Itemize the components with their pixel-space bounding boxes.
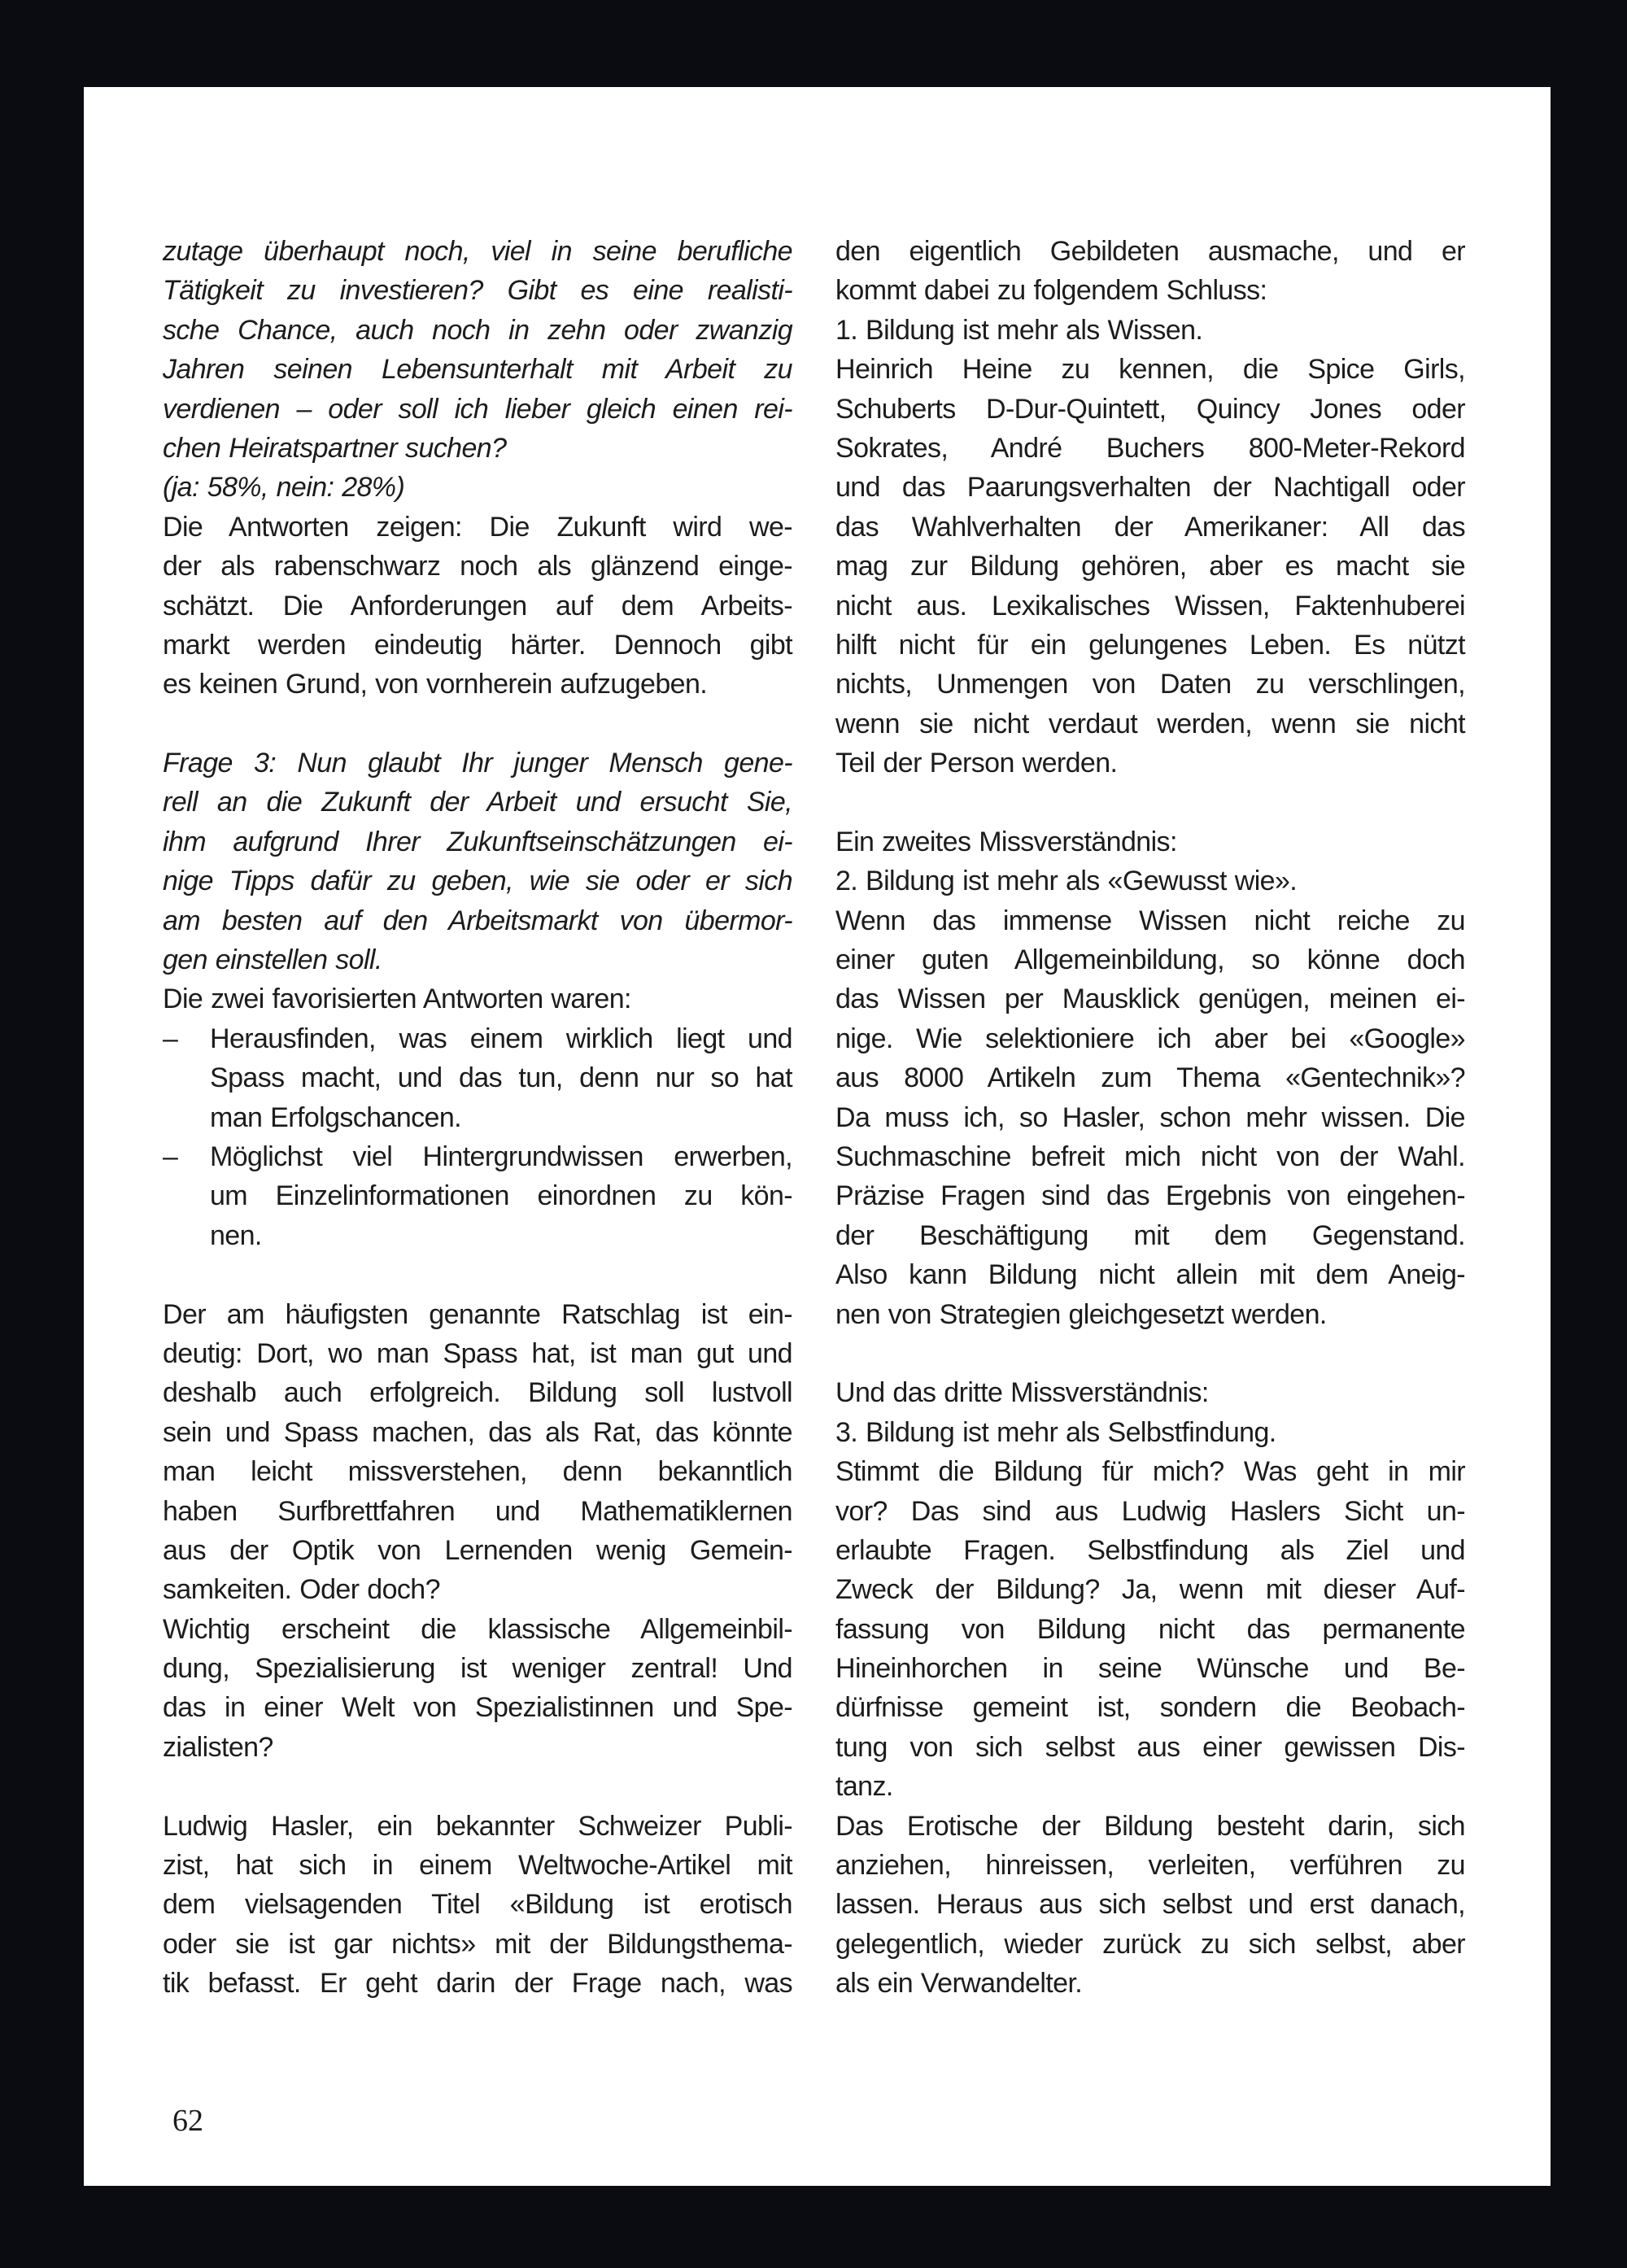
text-line xyxy=(835,822,1465,861)
line-text: Ludwig Hasler, ein bekannter Schweizer Publi- xyxy=(163,1810,792,1842)
text-line xyxy=(163,311,792,350)
text-line xyxy=(835,350,1465,389)
line-text: Ein zweites Missverständnis: xyxy=(835,826,1177,857)
text-line xyxy=(835,1688,1465,1727)
line-text: vor? Das sind aus Ludwig Haslers Sicht un- xyxy=(835,1495,1465,1527)
text-line xyxy=(163,429,792,468)
line-text: dürfnisse gemeint ist, sondern die Beobach- xyxy=(835,1692,1465,1724)
line-text: sein und Spass machen, das als Rat, das könnte xyxy=(163,1416,792,1448)
text-line xyxy=(163,508,792,547)
bullet-dash-icon: – xyxy=(163,1141,178,1172)
line-text: Die zwei favorisierten Antworten waren: xyxy=(163,984,631,1015)
line-text: anziehen, hinreissen, verleiten, verführen zu xyxy=(835,1850,1465,1882)
text-line xyxy=(835,587,1465,626)
line-text: Möglichst viel Hintergrundwissen erwerben, xyxy=(210,1141,792,1172)
text-line xyxy=(163,940,792,979)
text-line xyxy=(163,1807,792,1846)
line-text: um Einzelinformationen einordnen zu kön- xyxy=(210,1180,792,1212)
text-line xyxy=(163,783,792,822)
line-text: fassung von Bildung nicht das permanente xyxy=(835,1613,1465,1645)
text-line xyxy=(835,901,1465,940)
text-line xyxy=(163,665,792,704)
line-text: Präzise Fragen sind das Ergebnis von eingehen- xyxy=(835,1180,1465,1212)
text-line xyxy=(835,1807,1465,1846)
text-line xyxy=(163,547,792,586)
line-text: nichts, Unmengen von Daten zu verschlingen, xyxy=(835,669,1465,700)
line-text: deshalb auch erfolgreich. Bildung soll lustvoll xyxy=(163,1377,792,1409)
line-text: tik befasst. Er geht darin der Frage nach, was xyxy=(163,1968,792,2000)
line-text: aus 8000 Artikeln zum Thema «Gentechnik»? xyxy=(835,1062,1465,1094)
text-line xyxy=(163,232,792,271)
paragraph-gap xyxy=(163,1255,792,1294)
line-text: gelegentlich, wieder zurück zu sich selbst, aber xyxy=(835,1928,1465,1960)
text-line xyxy=(835,1295,1465,1334)
line-text: deutig: Dort, wo man Spass hat, ist man gut und xyxy=(163,1337,792,1369)
text-line xyxy=(835,1846,1465,1885)
text-line xyxy=(163,1413,792,1452)
line-text: Der am häufigsten genannte Ratschlag ist ein- xyxy=(163,1298,792,1330)
text-line xyxy=(163,1964,792,2003)
page-number: 62 xyxy=(172,2104,203,2138)
line-text: (ja: 58%, nein: 28%) xyxy=(163,472,405,504)
line-text: Herausfinden, was einem wirklich liegt und xyxy=(210,1023,792,1054)
text-line xyxy=(163,1373,792,1412)
line-text: oder sie ist gar nichts» mit der Bildungsthema- xyxy=(163,1928,792,1960)
line-text: hilft nicht für ein gelungenes Leben. Es nützt xyxy=(835,629,1465,661)
line-text: sche Chance, auch noch in zehn oder zwanzig xyxy=(163,314,792,346)
line-text: Wichtig erscheint die klassische Allgemeinbil- xyxy=(163,1613,792,1645)
text-line xyxy=(835,311,1465,350)
line-text: dung, Spezialisierung ist weniger zentral! Und xyxy=(163,1653,792,1685)
text-line xyxy=(163,1925,792,1964)
line-text: mag zur Bildung gehören, aber es macht sie xyxy=(835,551,1465,582)
line-text: Jahren seinen Lebensunterhalt mit Arbeit zu xyxy=(163,354,792,386)
line-text: ihm aufgrund Ihrer Zukunftseinschätzungen ei- xyxy=(163,826,792,857)
text-line xyxy=(163,350,792,389)
line-text: Stimmt die Bildung für mich? Was geht in mir xyxy=(835,1456,1465,1488)
text-line xyxy=(163,1728,792,1767)
line-text: Schuberts D-Dur-Quintett, Quincy Jones oder xyxy=(835,393,1465,425)
bullet-list-item-line xyxy=(163,1137,792,1176)
line-text: Teil der Person werden. xyxy=(835,748,1118,779)
text-line xyxy=(163,1176,792,1215)
line-text: einer guten Allgemeinbildung, so könne doch xyxy=(835,944,1465,976)
line-text: schätzt. Die Anforderungen auf dem Arbeits- xyxy=(163,590,792,622)
text-line xyxy=(835,1176,1465,1215)
line-text: Sokrates, André Buchers 800-Meter-Rekord xyxy=(835,432,1465,464)
text-line xyxy=(835,429,1465,468)
bullet-dash-icon: – xyxy=(163,1023,178,1054)
line-text: das Wissen per Mausklick genügen, meinen ei- xyxy=(835,984,1465,1015)
bullet-list-item-line xyxy=(163,1019,792,1058)
text-line xyxy=(163,1610,792,1649)
line-text: den eigentlich Gebildeten ausmache, und er xyxy=(835,236,1465,267)
line-text: dem vielsagenden Titel «Bildung ist erotisch xyxy=(163,1889,792,1921)
text-line xyxy=(835,1531,1465,1570)
text-line xyxy=(163,1098,792,1137)
line-text: erlaubte Fragen. Selbstfindung als Ziel und xyxy=(835,1534,1465,1566)
text-line xyxy=(835,1413,1465,1452)
line-text: der Beschäftigung mit dem Gegenstand. xyxy=(835,1219,1465,1251)
line-text: Suchmaschine befreit mich nicht von der Wahl. xyxy=(835,1141,1465,1172)
text-line xyxy=(163,271,792,310)
text-line xyxy=(835,940,1465,979)
line-text: der als rabenschwarz noch als glänzend einge- xyxy=(163,551,792,582)
line-text: Tätigkeit zu investieren? Gibt es eine realisti- xyxy=(163,275,792,307)
text-line xyxy=(163,1688,792,1727)
line-text: zist, hat sich in einem Weltwoche-Artikel mit xyxy=(163,1850,792,1882)
text-line xyxy=(835,1610,1465,1649)
line-text: aus der Optik von Lernenden wenig Gemein- xyxy=(163,1534,792,1566)
line-text: nige Tipps dafür zu geben, wie sie oder er sich xyxy=(163,866,792,897)
text-line xyxy=(835,1885,1465,1924)
text-line xyxy=(163,1531,792,1570)
line-text: tung von sich selbst aus einer gewissen Dis- xyxy=(835,1731,1465,1763)
text-line xyxy=(835,232,1465,271)
line-text: markt werden eindeutig härter. Dennoch gibt xyxy=(163,629,792,661)
line-text: Und das dritte Missverständnis: xyxy=(835,1377,1209,1409)
line-text: Heinrich Heine zu kennen, die Spice Girls, xyxy=(835,354,1465,386)
text-line xyxy=(163,1058,792,1097)
line-text: nige. Wie selektioniere ich aber bei «Google» xyxy=(835,1023,1465,1054)
line-text: zialisten? xyxy=(163,1731,273,1763)
text-line xyxy=(163,1492,792,1531)
text-line xyxy=(835,861,1465,901)
line-text: Das Erotische der Bildung besteht darin, sich xyxy=(835,1810,1465,1842)
line-text: Spass macht, und das tun, denn nur so hat xyxy=(210,1062,792,1094)
line-text: Da muss ich, so Hasler, schon mehr wissen. Die xyxy=(835,1101,1465,1133)
text-line xyxy=(835,1570,1465,1609)
text-line xyxy=(163,1334,792,1373)
line-text: tanz. xyxy=(835,1771,893,1803)
text-line xyxy=(835,704,1465,744)
text-line xyxy=(163,901,792,940)
line-text: Frage 3: Nun glaubt Ihr junger Mensch gene- xyxy=(163,748,792,779)
text-line xyxy=(835,1255,1465,1294)
text-line xyxy=(835,1137,1465,1176)
line-text: 1. Bildung ist mehr als Wissen. xyxy=(835,314,1203,346)
line-text: nen von Strategien gleichgesetzt werden. xyxy=(835,1298,1327,1330)
line-text: kommt dabei zu folgendem Schluss: xyxy=(835,275,1267,307)
text-line xyxy=(163,861,792,901)
text-line xyxy=(835,979,1465,1018)
line-text: als ein Verwandelter. xyxy=(835,1968,1083,2000)
line-text: verdienen – oder soll ich lieber gleich einen rei- xyxy=(163,393,792,425)
text-line xyxy=(163,979,792,1018)
text-line xyxy=(163,1885,792,1924)
line-text: das Wahlverhalten der Amerikaner: All das xyxy=(835,511,1465,543)
right-text-column xyxy=(835,232,1465,2004)
text-line xyxy=(163,1846,792,1885)
line-text: chen Heiratspartner suchen? xyxy=(163,432,507,464)
text-line xyxy=(835,1058,1465,1097)
text-line xyxy=(163,390,792,429)
text-line xyxy=(163,744,792,783)
text-line xyxy=(163,1452,792,1491)
line-text: 3. Bildung ist mehr als Selbstfindung. xyxy=(835,1416,1276,1448)
text-line xyxy=(835,1964,1465,2003)
text-line xyxy=(163,626,792,665)
line-text: haben Surfbrettfahren und Mathematiklernen xyxy=(163,1495,792,1527)
text-line xyxy=(835,1019,1465,1058)
text-line xyxy=(835,271,1465,310)
text-line xyxy=(163,1295,792,1334)
text-line xyxy=(835,1492,1465,1531)
text-line xyxy=(835,468,1465,507)
line-text: nen. xyxy=(210,1219,262,1251)
text-line xyxy=(163,1216,792,1255)
text-line xyxy=(835,744,1465,783)
line-text: 2. Bildung ist mehr als «Gewusst wie». xyxy=(835,866,1298,897)
text-line xyxy=(835,1098,1465,1137)
line-text: rell an die Zukunft der Arbeit und ersucht Sie, xyxy=(163,787,792,818)
line-text: Zweck der Bildung? Ja, wenn mit dieser Auf- xyxy=(835,1574,1465,1606)
line-text: Also kann Bildung nicht allein mit dem Aneig- xyxy=(835,1259,1465,1291)
left-text-column xyxy=(163,232,792,2004)
paragraph-gap xyxy=(835,1334,1465,1373)
text-line xyxy=(835,1925,1465,1964)
text-line xyxy=(835,1373,1465,1412)
text-line xyxy=(835,665,1465,704)
line-text: gen einstellen soll. xyxy=(163,944,382,976)
paragraph-gap xyxy=(163,704,792,744)
paragraph-gap xyxy=(835,783,1465,822)
line-text: lassen. Heraus aus sich selbst und erst danach, xyxy=(835,1889,1465,1921)
text-line xyxy=(163,468,792,507)
text-line xyxy=(163,1570,792,1609)
text-line xyxy=(835,1728,1465,1767)
text-line xyxy=(163,587,792,626)
text-line xyxy=(835,1767,1465,1806)
text-line xyxy=(835,1216,1465,1255)
text-line xyxy=(835,1452,1465,1491)
line-text: nicht aus. Lexikalisches Wissen, Faktenhuberei xyxy=(835,590,1465,622)
paragraph-gap xyxy=(163,1767,792,1806)
line-text: Die Antworten zeigen: Die Zukunft wird we- xyxy=(163,511,792,543)
line-text: am besten auf den Arbeitsmarkt von übermor- xyxy=(163,905,792,936)
text-line xyxy=(163,1649,792,1688)
text-line xyxy=(163,822,792,861)
line-text: wenn sie nicht verdaut werden, wenn sie nicht xyxy=(835,708,1465,739)
line-text: zutage überhaupt noch, viel in seine berufliche xyxy=(163,236,792,267)
text-line xyxy=(835,390,1465,429)
line-text: es keinen Grund, von vornherein aufzugeben. xyxy=(163,669,708,700)
line-text: man Erfolgschancen. xyxy=(210,1101,461,1133)
text-line xyxy=(835,508,1465,547)
line-text: das in einer Welt von Spezialistinnen und Spe- xyxy=(163,1692,792,1724)
line-text: und das Paarungsverhalten der Nachtigall oder xyxy=(835,472,1465,504)
line-text: samkeiten. Oder doch? xyxy=(163,1574,440,1606)
line-text: Hineinhorchen in seine Wünsche und Be- xyxy=(835,1653,1465,1685)
line-text: Wenn das immense Wissen nicht reiche zu xyxy=(835,905,1465,936)
text-line xyxy=(835,626,1465,665)
line-text: man leicht missverstehen, denn bekanntlich xyxy=(163,1456,792,1488)
text-line xyxy=(835,1649,1465,1688)
book-page xyxy=(84,87,1551,2186)
text-line xyxy=(835,547,1465,586)
